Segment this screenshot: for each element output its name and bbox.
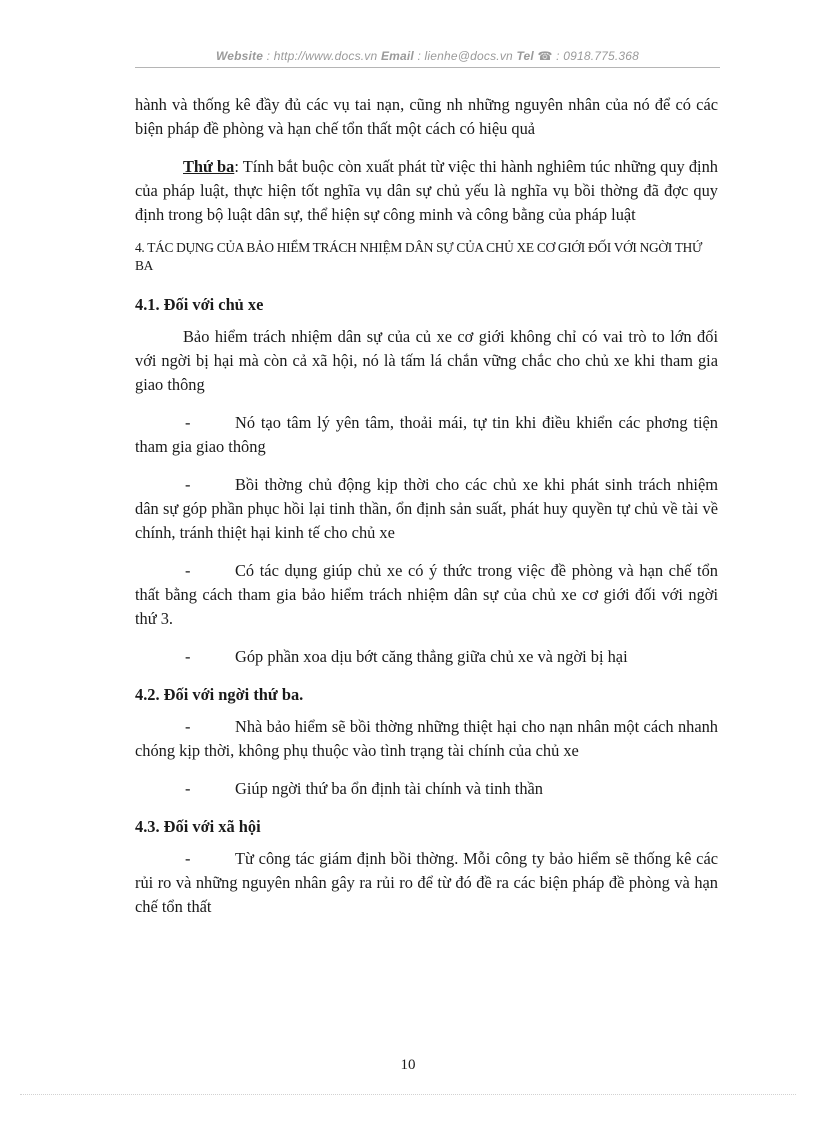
run-in-heading: Thứ ba bbox=[183, 157, 235, 176]
subsection-4-1-title: 4.1. Đối với chủ xe bbox=[135, 295, 264, 314]
page-number: 10 bbox=[400, 1057, 416, 1073]
tel-label: Tel bbox=[516, 49, 534, 63]
dash-bullet: - bbox=[185, 779, 191, 798]
dash-bullet: - bbox=[185, 647, 191, 666]
website-label: Website bbox=[215, 49, 264, 63]
subsection-4-3-title: 4.3. Đối với xã hội bbox=[135, 817, 261, 836]
paragraph-thu-ba-text: : Tính bắt buộc còn xuất phát từ việc thi hành nghiêm túc những quy định của pháp luật, thực hiện tốt nghĩa vụ dân sự chủ yếu là nghĩa vụ bồi thờng đã đợc quy định trong bộ luật dân sự, thể hiện sự công minh và công bằng của pháp luật bbox=[135, 157, 718, 224]
list-item-text: Bồi thờng chủ động kịp thời cho các chủ xe khi phát sinh trách nhiệm dân sự góp phần phục hồi lại tinh thần, ổn định sản suất, phát huy quyền tự chủ về tài về chính, tránh thiệt hại kinh tế cho chủ xe bbox=[135, 475, 718, 542]
dash-bullet: - bbox=[185, 475, 191, 494]
document-body bbox=[135, 93, 718, 919]
header-divider bbox=[135, 67, 720, 68]
list-item bbox=[135, 715, 718, 763]
paragraph-continuation: hành và thống kê đầy đủ các vụ tai nạn, cũng nh những nguyên nhân của nó để có các biện pháp đề phòng và hạn chế tổn thất một cách có hiệu quả bbox=[135, 95, 718, 138]
list-item bbox=[135, 473, 718, 545]
list-item-text: Nó tạo tâm lý yên tâm, thoải mái, tự tin khi điều khiển các phơng tiện tham gia giao thông bbox=[135, 413, 718, 456]
list-item bbox=[135, 559, 718, 631]
dash-bullet: - bbox=[185, 717, 191, 736]
list-item-text: Góp phần xoa dịu bớt căng thẳng giữa chủ xe và ngời bị hại bbox=[235, 647, 628, 666]
dash-bullet: - bbox=[185, 413, 191, 432]
list-item-text: Từ công tác giám định bồi thờng. Mỗi công ty bảo hiểm sẽ thống kê các rủi ro và những nguyên nhân gây ra rủi ro để từ đó đề ra các biện pháp đề phòng và hạn chế tổn thất bbox=[135, 849, 718, 916]
email-value: : lienhe@docs.vn bbox=[413, 49, 513, 63]
email-label: Email bbox=[380, 49, 414, 63]
dash-bullet: - bbox=[185, 849, 191, 868]
tel-value: ☎ : 0918.775.368 bbox=[533, 49, 640, 63]
list-item-text: Có tác dụng giúp chủ xe có ý thức trong việc đề phòng và hạn chế tổn thất bằng cách tham gia bảo hiểm trách nhiệm dân sự của chủ xe cơ giới đối với ngời thứ 3. bbox=[135, 561, 718, 628]
list-item-text: Nhà bảo hiểm sẽ bồi thờng những thiệt hại cho nạn nhân một cách nhanh chóng kịp thời, không phụ thuộc vào tình trạng tài chính của chủ xe bbox=[135, 717, 718, 760]
subsection-4-2-title: 4.2. Đối với ngời thứ ba. bbox=[135, 685, 304, 704]
website-value: : http://www.docs.vn bbox=[263, 49, 378, 63]
section-4-title: 4. TÁC DỤNG CỦA BẢO HIỂM TRÁCH NHIỆM DÂN SỰ CỦA CHỦ XE CƠ GIỚI ĐỐI VỚI NGỜI THỨ BA bbox=[135, 240, 703, 273]
list-item bbox=[135, 645, 718, 669]
list-item bbox=[135, 847, 718, 919]
page-header bbox=[135, 49, 720, 63]
footer-divider bbox=[20, 1094, 796, 1095]
list-item bbox=[135, 411, 718, 459]
list-item bbox=[135, 777, 718, 801]
paragraph-thu-ba bbox=[135, 155, 718, 227]
subsection-4-1-intro: Bảo hiểm trách nhiệm dân sự của củ xe cơ giới không chỉ có vai trò to lớn đối với ngời bị hại mà còn cả xã hội, nó là tấm lá chắn vững chắc cho chủ xe khi tham gia giao thông bbox=[135, 327, 718, 394]
list-item-text: Giúp ngời thứ ba ổn định tài chính và tinh thần bbox=[235, 779, 543, 798]
dash-bullet: - bbox=[185, 561, 191, 580]
